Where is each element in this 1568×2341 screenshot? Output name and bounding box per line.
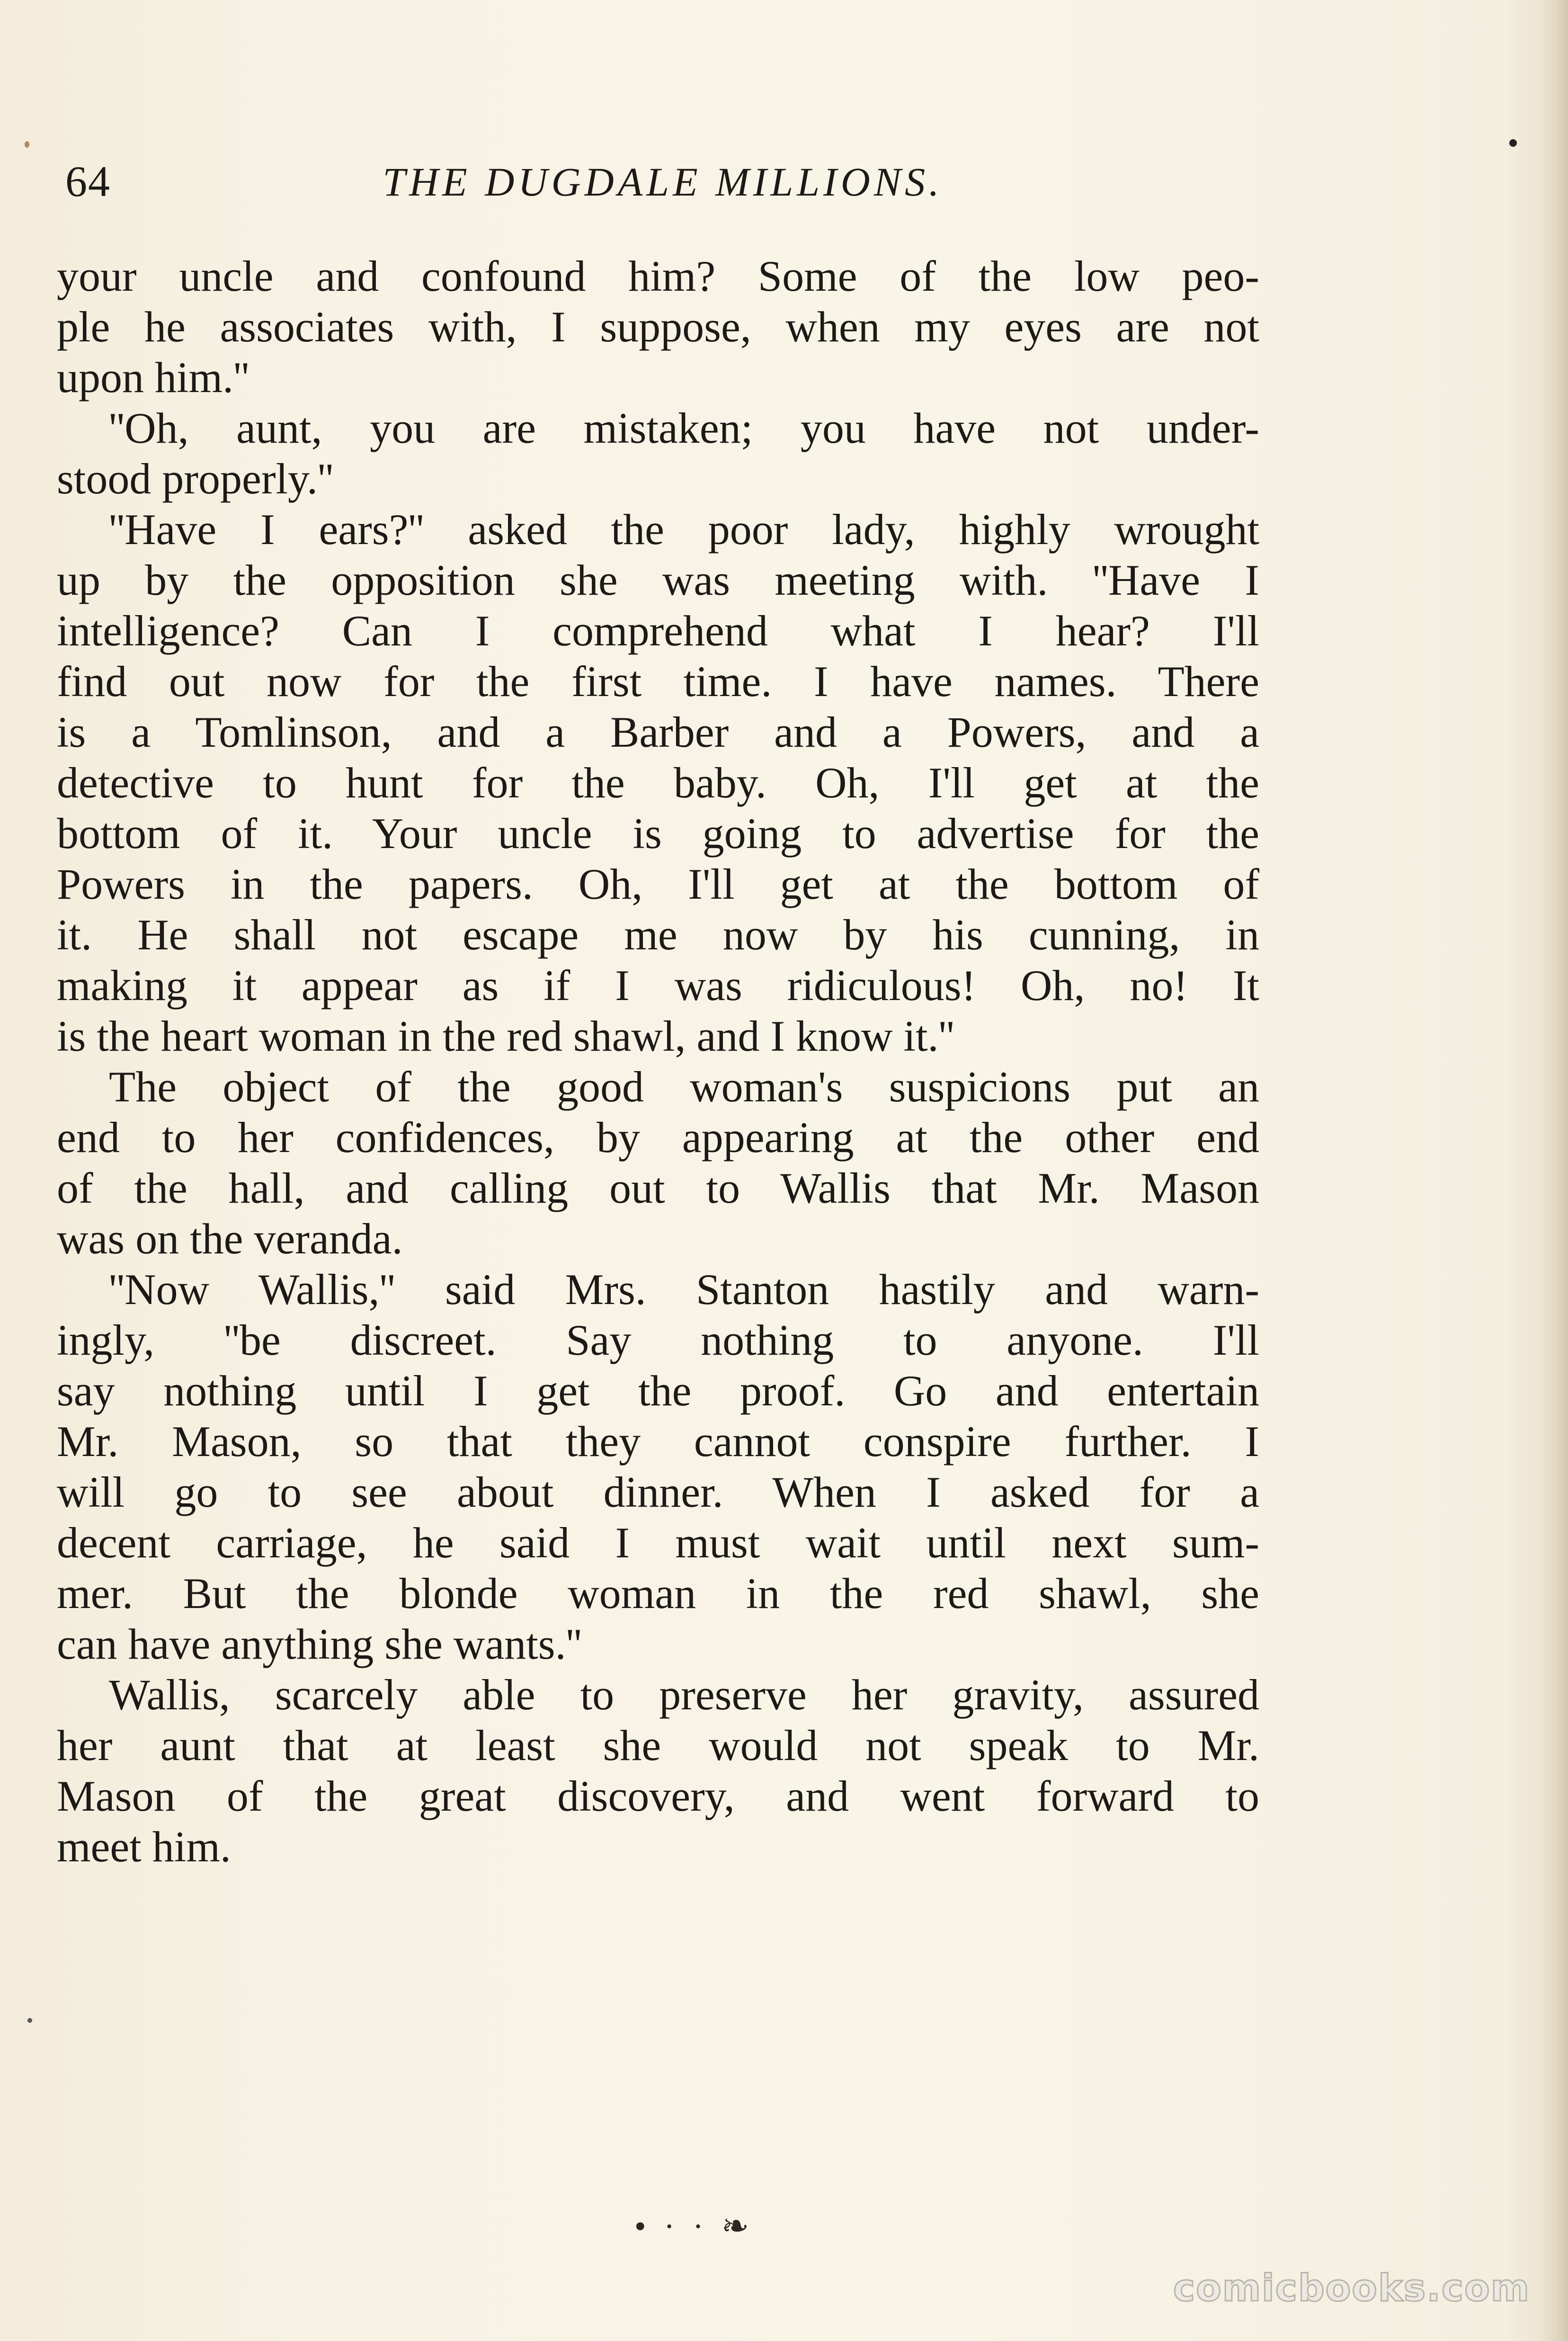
text-line: Mason of the great discovery, and went forward to (57, 1772, 1259, 1820)
text-line: mer. But the blonde woman in the red shawl, she (57, 1569, 1259, 1617)
text-line: detective to hunt for the baby. Oh, I'll get at the (57, 759, 1259, 807)
ink-speck (25, 141, 29, 148)
text-line: upon him.'' (57, 353, 249, 402)
text-line: it. He shall not escape me now by his cunning, in (57, 911, 1259, 959)
text-line: intelligence? Can I comprehend what I hear? I'll (57, 607, 1259, 655)
page-header (57, 152, 1269, 223)
text-line: ingly, ''be discreet. Say nothing to anyone. I'll (57, 1316, 1259, 1364)
text-line: up by the opposition she was meeting with. ''Have I (57, 556, 1259, 604)
text-line: meet him. (57, 1823, 231, 1871)
text-line: say nothing until I get the proof. Go and entertain (57, 1367, 1259, 1415)
text-line: Mr. Mason, so that they cannot conspire further. I (57, 1417, 1259, 1465)
text-line: The object of the good woman's suspicions put an (109, 1063, 1259, 1111)
ink-speck (27, 2018, 32, 2023)
text-line: is the heart woman in the red shawl, and I know it.'' (57, 1012, 954, 1060)
text-line: Wallis, scarcely able to preserve her gravity, assured (109, 1671, 1259, 1719)
page-body-text (57, 251, 1259, 1908)
text-line: ple he associates with, I suppose, when my eyes are not (57, 303, 1259, 351)
ink-speck (1509, 139, 1517, 147)
text-line: end to her confidences, by appearing at the other end (57, 1113, 1259, 1162)
text-line: of the hall, and calling out to Wallis that Mr. Mason (57, 1164, 1259, 1212)
text-line: your uncle and confound him? Some of the low peo- (57, 252, 1259, 300)
watermark-logo: comicbooks.com (1173, 2267, 1530, 2310)
text-line: stood properly.'' (57, 455, 334, 503)
text-line: ''Now Wallis,'' said Mrs. Stanton hastily and warn- (109, 1265, 1259, 1313)
text-line: her aunt that at least she would not speak to Mr. (57, 1721, 1259, 1769)
text-line: decent carriage, he said I must wait until next sum- (57, 1519, 1259, 1567)
text-line: is a Tomlinson, and a Barber and a Powers, and a (57, 708, 1259, 756)
text-line: bottom of it. Your uncle is going to advertise for the (57, 809, 1259, 858)
text-line: Powers in the papers. Oh, I'll get at the bottom of (57, 860, 1259, 908)
running-title: THE DUGDALE MILLIONS. (383, 159, 943, 205)
text-line: can have anything she wants.'' (57, 1620, 582, 1668)
text-line: making it appear as if I was ridiculous! Oh, no! It (57, 961, 1259, 1010)
text-line: find out now for the first time. I have names. There (57, 657, 1259, 706)
page-number: 64 (65, 157, 111, 206)
text-line: was on the veranda. (57, 1215, 403, 1263)
text-line: ''Oh, aunt, you are mistaken; you have not under- (109, 404, 1259, 452)
text-line: ''Have I ears?'' asked the poor lady, highly wrought (109, 505, 1259, 554)
printer-ornament: • · · ❧ (634, 2208, 754, 2245)
text-line: will go to see about dinner. When I asked for a (57, 1468, 1259, 1516)
spine-shadow (1540, 0, 1568, 2341)
